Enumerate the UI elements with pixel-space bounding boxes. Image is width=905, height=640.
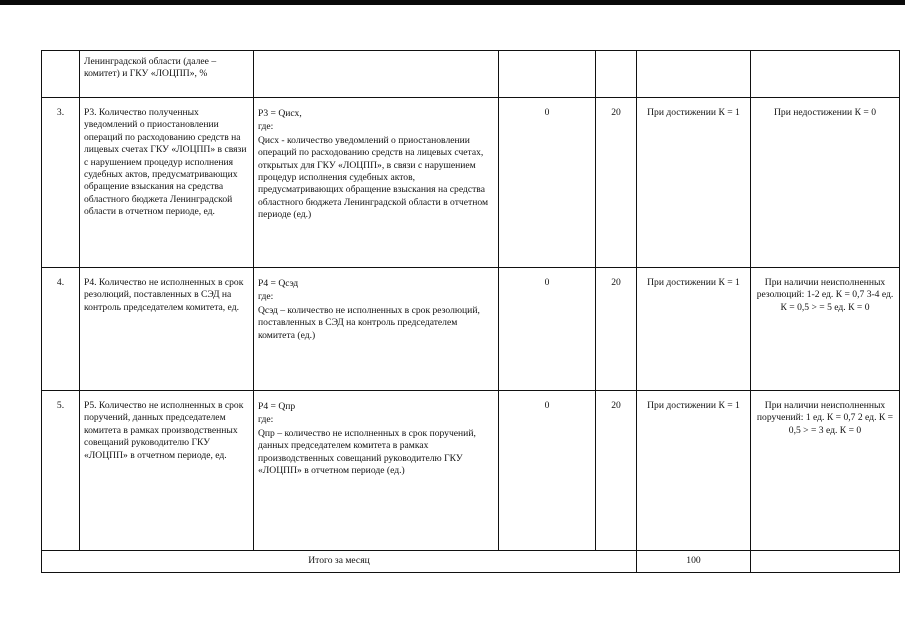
achieved-condition: При достижении К = 1 <box>637 268 751 391</box>
formula-where: где: <box>258 414 274 426</box>
formula-cell <box>254 268 499 391</box>
cell-base <box>499 51 596 98</box>
base-value: 0 <box>499 268 596 391</box>
table-row <box>42 268 900 391</box>
indicators-table <box>41 50 900 573</box>
total-value: 100 <box>637 551 751 573</box>
formula: Р4 = Qпр <box>258 401 296 412</box>
indicator-text: Р3. Количество полученных уведомлений о приостановлении операций по расходованию средств на лицевых счетах ГКУ «ЛОЦПП» в связи с нарушением процедур исполнения судебных актов, предусматривающих обращение взыскания на средства областного бюджета Ленинградской области в отчетном периоде, ед. <box>80 98 254 268</box>
formula-where: где: <box>258 291 274 303</box>
cell-achieved <box>637 51 751 98</box>
weight-value: 20 <box>596 268 637 391</box>
scan-top-edge <box>0 0 905 5</box>
table-row-continuation <box>42 51 900 98</box>
base-value: 0 <box>499 98 596 268</box>
formula: Р3 = Qисх, <box>258 108 302 119</box>
formula: Р4 = Qсэд <box>258 278 299 289</box>
weight-value: 20 <box>596 98 637 268</box>
formula-description: Qпр – количество не исполненных в срок поручений, данных председателем комитета в рамках производственных совещаний руководителю ГКУ «ЛОЦПП» в отчетном периоде (ед.) <box>258 427 476 477</box>
achieved-condition: При достижении К = 1 <box>637 98 751 268</box>
formula-description: Qсэд – количество не исполненных в срок резолюций, поставленных в СЭД на контроль председателем комитета (ед.) <box>258 304 480 341</box>
achieved-condition: При достижении К = 1 <box>637 391 751 551</box>
formula-cell <box>254 391 499 551</box>
total-label: Итого за месяц <box>42 551 637 573</box>
formula-description: Qисх - количество уведомлений о приостановлении операций по расходованию средств на лицевых счетах, открытых для ГКУ «ЛОЦПП», в связи с нарушением процедур исполнения судебных актов, предусматривающих обращение взыскания на средства областного бюджета Ленинградской области в отчетном периоде (ед.) <box>258 134 489 221</box>
cell-indicator-continued: Ленинградской области (далее – комитет) и ГКУ «ЛОЦПП», % <box>80 51 254 98</box>
formula-where: где: <box>258 121 274 133</box>
weight-value: 20 <box>596 391 637 551</box>
base-value: 0 <box>499 391 596 551</box>
cell-weight <box>596 51 637 98</box>
not-achieved-condition: При наличии неисполненных поручений: 1 ед. К = 0,7 2 ед. К = 0,5 > = 3 ед. К = 0 <box>751 391 900 551</box>
formula-cell <box>254 98 499 268</box>
indicator-text: Р4. Количество не исполненных в срок резолюций, поставленных в СЭД на контроль председателем комитета, ед. <box>80 268 254 391</box>
not-achieved-condition: При недостижении К = 0 <box>751 98 900 268</box>
not-achieved-condition: При наличии неисполненных резолюций: 1-2 ед. К = 0,7 3-4 ед. К = 0,5 > = 5 ед. К = 0 <box>751 268 900 391</box>
table-row <box>42 391 900 551</box>
indicator-text: Р5. Количество не исполненных в срок поручений, данных председателем комитета в рамках производственных совещаний руководителю ГКУ «ЛОЦПП» в отчетном периоде, ед. <box>80 391 254 551</box>
total-row <box>42 551 900 573</box>
total-empty-1 <box>751 551 900 573</box>
cell-formula <box>254 51 499 98</box>
cell-num <box>42 51 80 98</box>
row-number: 5. <box>42 391 80 551</box>
table-row <box>42 98 900 268</box>
row-number: 3. <box>42 98 80 268</box>
cell-not-achieved <box>751 51 900 98</box>
row-number: 4. <box>42 268 80 391</box>
